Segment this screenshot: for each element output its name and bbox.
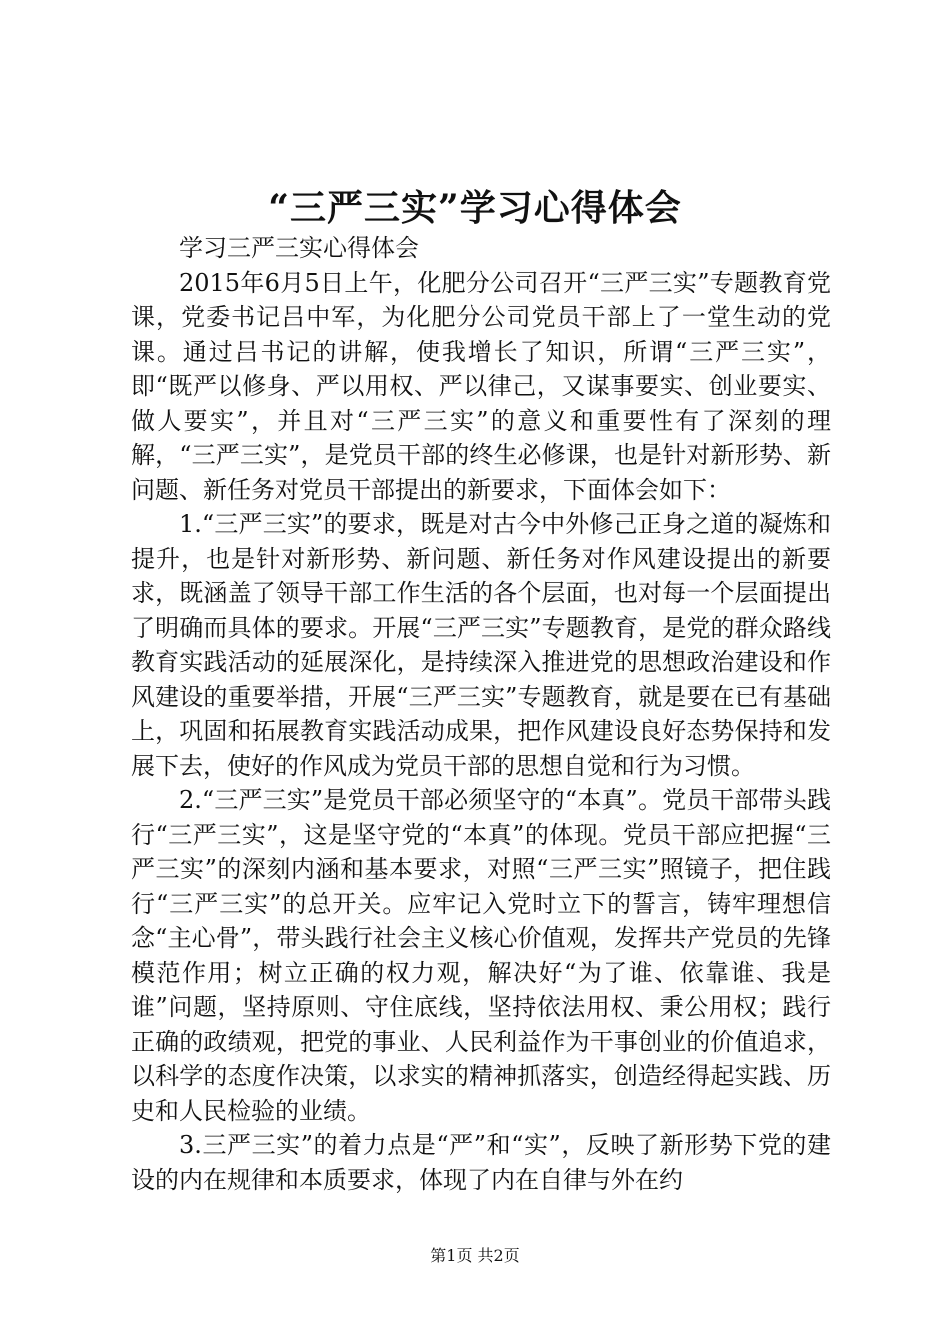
page-footer: 第1页 共2页 [430, 1246, 520, 1265]
paragraph-point-3: 3.三严三实”的着力点是“严”和“实”，反映了新形势下党的建设的内在规律和本质要求，体现了内在自律与外在约 [131, 1131, 831, 1194]
document-body [131, 231, 831, 1197]
document-title: “三严三实”学习心得体会 [268, 187, 682, 229]
paragraph-intro: 2015年6月5日上午，化肥分公司召开“三严三实”专题教育党课，党委书记吕中军，为化肥分公司党员干部上了一堂生动的党课。通过吕书记的讲解，使我增长了知识，所谓“三严三实”，即“既严以修身、严以用权、严以律己，又谋事要实、创业要实、做人要实”，并且对“三严三实”的意义和重要性有了深刻的理解，“三严三实”，是党员干部的终生必修课，也是针对新形势、新问题、新任务对党员干部提出的新要求，下面体会如下： [131, 268, 831, 504]
paragraph-point-2: 2.“三严三实”是党员干部必须坚守的“本真”。党员干部带头践行“三严三实”，这是坚守党的“本真”的体现。党员干部应把握“三严三实”的深刻内涵和基本要求，对照“三严三实”照镜子，把住践行“三严三实”的总开关。应牢记入党时立下的誓言，铸牢理想信念“主心骨”，带头践行社会主义核心价值观，发挥共产党员的先锋模范作用；树立正确的权力观，解决好“为了谁、依靠谁、我是谁”问题，坚持原则、守住底线，坚持依法用权、秉公用权；践行正确的政绩观，把党的事业、人民利益作为干事创业的价值追求，以科学的态度作决策，以求实的精神抓落实，创造经得起实践、历史和人民检验的业绩。 [131, 786, 831, 1125]
paragraph-subtitle: 学习三严三实心得体会 [179, 234, 419, 262]
paragraph-point-1: 1.“三严三实”的要求，既是对古今中外修己正身之道的凝炼和提升，也是针对新形势、新问题、新任务对作风建设提出的新要求，既涵盖了领导干部工作生活的各个层面，也对每一个层面提出了明确而具体的要求。开展“三严三实”专题教育，是党的群众路线教育实践活动的延展深化，是持续深入推进党的思想政治建设和作风建设的重要举措，开展“三严三实”专题教育，就是要在已有基础上，巩固和拓展教育实践活动成果，把作风建设良好态势保持和发展下去，使好的作风成为党员干部的思想自觉和行为习惯。 [131, 510, 831, 780]
